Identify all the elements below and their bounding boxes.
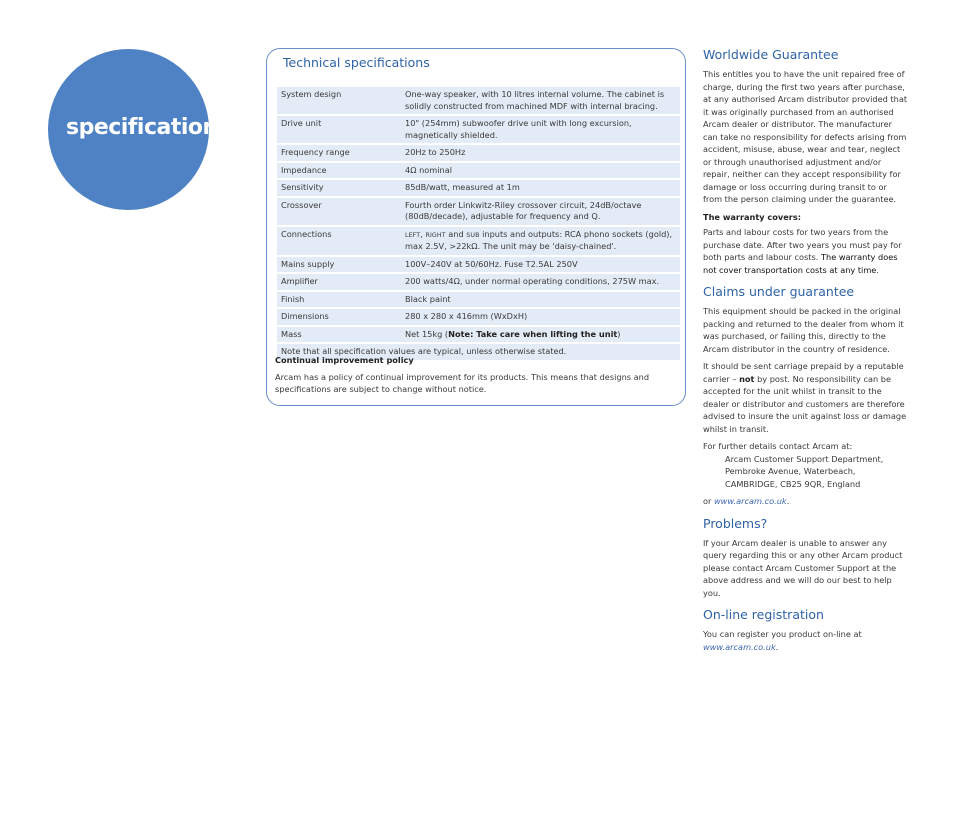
address-line: CAMBRIDGE, CB25 9QR, England (725, 478, 861, 489)
spec-value: Black paint (399, 292, 680, 308)
table-row (277, 180, 680, 196)
connections-separator: , (420, 228, 426, 239)
sub-channel-label: SUB (466, 231, 480, 239)
claims-carrier-text: It should be sent carriage prepaid by a reputable carrier – (703, 361, 904, 384)
left-channel-label: LEFT (405, 231, 421, 239)
table-row (277, 327, 680, 343)
table-row (277, 116, 680, 143)
registration-body (703, 628, 908, 653)
policy-heading: Continual improvement policy (275, 355, 414, 365)
spec-value: 100V–240V at 50/60Hz. Fuse T2.5AL 250V (399, 257, 680, 273)
claims-not-emphasis: not (739, 373, 755, 384)
spec-label: Amplifier (277, 274, 399, 290)
registration-text: You can register you product on-line at (703, 629, 862, 639)
spec-label: Crossover (277, 198, 399, 225)
spec-label: Frequency range (277, 145, 399, 161)
guarantee-column (703, 47, 908, 658)
problems-heading: Problems? (703, 515, 768, 531)
connections-text: inputs and outputs: RCA phono sockets (gold), max 2.5V, >22kΩ. The unit may be 'daisy-chained'. (405, 228, 673, 251)
table-row (277, 145, 680, 161)
table-row (277, 274, 680, 290)
registration-heading: On-line registration (703, 607, 824, 622)
registration-period: . (775, 641, 779, 652)
spec-value-mass (399, 327, 680, 343)
registration-link[interactable]: www.arcam.co.uk (703, 641, 776, 652)
warranty-covers-label (703, 211, 908, 224)
spec-label: Mass (277, 327, 399, 343)
warranty-transport-note: The warranty does not cover transportation costs at any time (703, 252, 898, 275)
guarantee-body: This entitles you to have the unit repaired free of charge, during the first two years after purchase, at any authorised Arcam distributor provided that it was originally purchased from an authorised Arcam dealer or distributor. The manufacturer can take no responsibility for defects arising from accident, misuse, abuse, wear and tear, neglect or through unauthorised adjustment and/or repair, neither can they accept responsibility for damage or loss occurring during transit to or from the person claiming under the guarantee. (703, 69, 908, 204)
website-link[interactable]: www.arcam.co.uk (713, 496, 787, 506)
spec-value: 200 watts/4Ω, under normal operating conditions, 275W max. (399, 274, 680, 290)
spec-label: Sensitivity (277, 180, 399, 196)
guarantee-heading: Worldwide Guarantee (703, 47, 839, 62)
table-row (277, 163, 680, 179)
address-line: Arcam Customer Support Department, (725, 453, 884, 464)
specifications-heading: Technical specifications (283, 55, 430, 70)
spec-label: Connections (277, 227, 399, 255)
problems-body: If your Arcam dealer is unable to answer any query regarding this or any other Arcam product please contact Arcam Customer Support at the above address and we will do our best to help you. (703, 537, 903, 598)
warranty-period: . (876, 264, 879, 275)
table-row (277, 257, 680, 273)
technical-specifications-panel (266, 48, 686, 406)
mass-close: ) (617, 328, 621, 339)
spec-value: 10" (254mm) subwoofer drive unit with long excursion, magnetically shielded. (399, 116, 680, 143)
table-row (277, 292, 680, 308)
claims-paragraph-2 (703, 360, 908, 435)
section-title: specification (66, 115, 218, 140)
table-row (277, 227, 680, 255)
right-channel-label: RIGHT (425, 231, 446, 239)
contact-intro: For further details contact Arcam at: (703, 441, 853, 451)
lifting-note: Note: Take care when lifting the unit (448, 328, 618, 339)
table-row (277, 309, 680, 325)
spec-label: System design (277, 87, 399, 114)
spec-label: Dimensions (277, 309, 399, 325)
spec-value-connections (399, 227, 680, 255)
warranty-covers-body (703, 226, 908, 276)
table-row (277, 87, 680, 114)
claims-heading: Claims under guarantee (703, 284, 855, 299)
specifications-table (277, 85, 680, 362)
warranty-covers-colon: : (797, 211, 801, 222)
spec-value: Fourth order Linkwitz-Riley crossover circuit, 24dB/octave (80dB/decade), adjustable for frequency and Q. (399, 198, 680, 225)
section-badge (48, 49, 218, 210)
spec-value: 280 x 280 x 416mm (WxDxH) (399, 309, 680, 325)
contact-web (703, 495, 908, 508)
contact-web-period: . (786, 496, 790, 506)
connections-separator: and (445, 228, 467, 239)
contact-address (703, 453, 908, 491)
spec-label: Mains supply (277, 257, 399, 273)
contact-or: or (703, 496, 714, 506)
specifications-footnote: Note that all specification values are typical, unless otherwise stated. (277, 344, 680, 360)
policy-text: Arcam has a policy of continual improvement for its products. This means that designs and specifications are subject to change without notice. (275, 372, 650, 394)
table-row (277, 198, 680, 225)
spec-value: 4Ω nominal (399, 163, 680, 179)
mass-value: Net 15kg ( (405, 328, 449, 339)
spec-value: 20Hz to 250Hz (399, 145, 680, 161)
spec-value: 85dB/watt, measured at 1m (399, 180, 680, 196)
warranty-covers-text: The warranty covers (703, 211, 798, 222)
claims-transit-text: by post. No responsibility can be accepted for the unit whilst in transit to the dealer or distributor and customers are therefore advised to insure the unit against loss or damage whilst in transit. (703, 373, 907, 434)
claims-paragraph-1: This equipment should be packed in the original packing and returned to the dealer from whom it was purchased, or failing this, directly to the Arcam distributor in the country of residence. (703, 306, 904, 354)
spec-value: One-way speaker, with 10 litres internal volume. The cabinet is solidly constructed from machined MDF with internal bracing. (399, 87, 680, 114)
warranty-parts-text: Parts and labour costs for two years from the purchase date. After two years you must pay for both parts and labour costs. (703, 227, 902, 262)
spec-label: Impedance (277, 163, 399, 179)
spec-label: Finish (277, 292, 399, 308)
address-line: Pembroke Avenue, Waterbeach, (725, 466, 856, 476)
spec-label: Drive unit (277, 116, 399, 143)
